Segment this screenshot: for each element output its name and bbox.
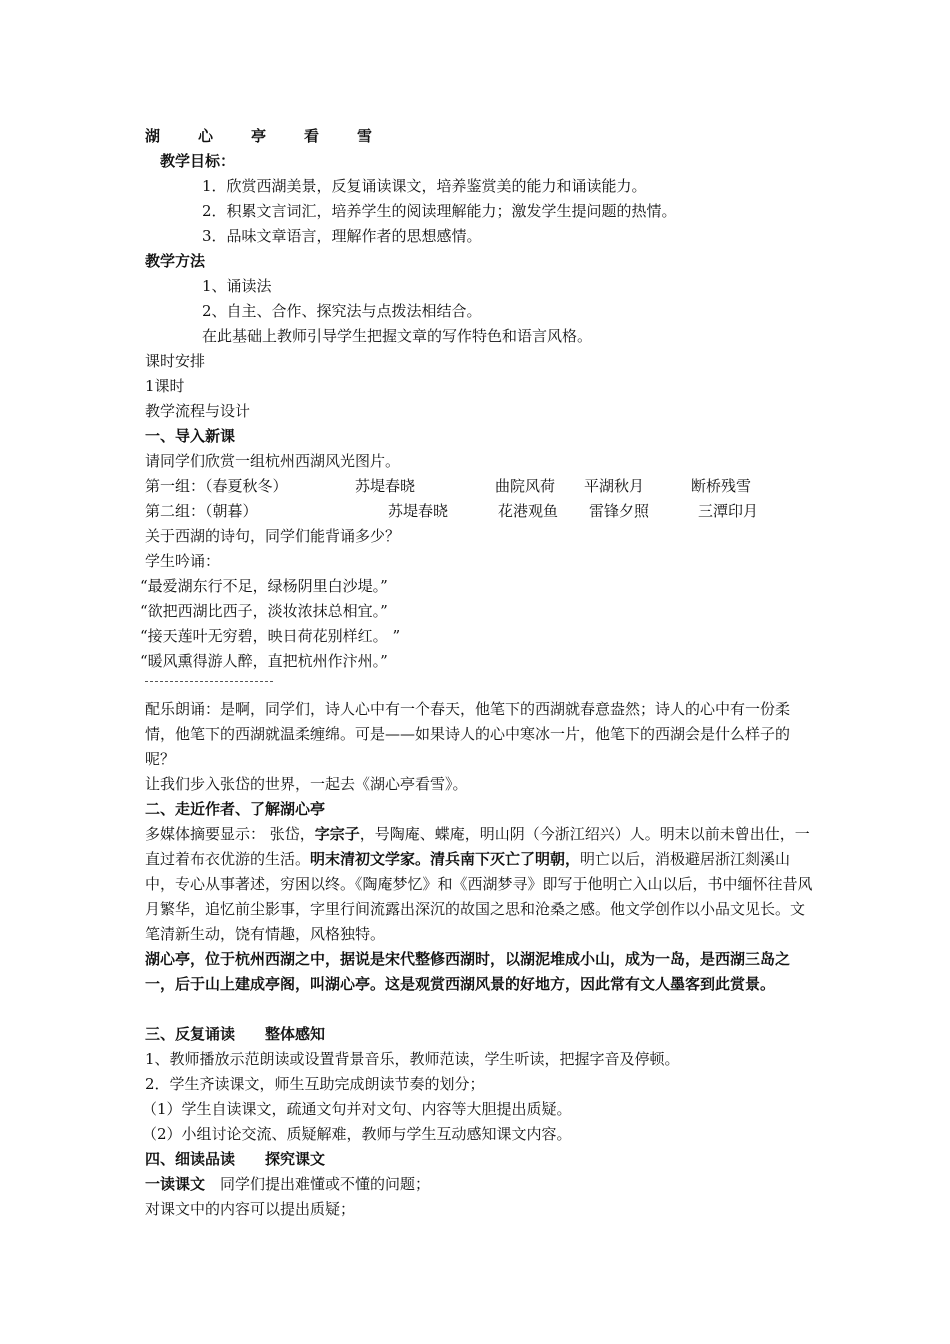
first-read-label: 一读课文 bbox=[145, 1175, 206, 1193]
group-1-label: 第一组：（春夏秋冬） bbox=[145, 477, 288, 495]
poem-line: “欲把西湖比西子，淡妆浓抹总相宜。” bbox=[140, 602, 388, 620]
enter-line: 让我们步入张岱的世界，一起去《湖心亭看雪》。 bbox=[145, 775, 468, 793]
scene-name: 断桥残雪 bbox=[691, 477, 752, 495]
schedule-heading: 课时安排 bbox=[145, 352, 206, 370]
scene-name: 平湖秋月 bbox=[584, 477, 645, 495]
last-line: 对课文中的内容可以提出质疑； bbox=[145, 1200, 356, 1218]
author-text: 明亡以后，消极避居浙江剡溪山中，专心从事著述，穷困以终。《陶庵梦忆》和《西湖梦寻》即写于他明亡入山以后，书中缅怀往昔风月繁华，追忆前尘影事，字里行间流露出深沉的故国之思和沧桑之感。他文学创作以小品文见长。文笔清新生动，饶有情趣，风格独特。 bbox=[145, 850, 813, 943]
scene-name: 苏堤春晓 bbox=[388, 502, 449, 520]
reading-step: （1）学生自读课文，疏通文句并对文句、内容等大胆提出质疑。 bbox=[142, 1100, 572, 1118]
flow-heading: 教学流程与设计 bbox=[145, 402, 251, 420]
goal-item: 1．欣赏西湖美景，反复诵读课文，培养鉴赏美的能力和诵读能力。 bbox=[202, 177, 647, 195]
reading-step: 1、教师播放示范朗读或设置背景音乐，教师范读，学生听读，把握字音及停顿。 bbox=[145, 1050, 680, 1068]
author-era: 明末清初文学家。清兵南下灭亡了明朝， bbox=[310, 850, 581, 868]
title-char: 看 bbox=[304, 127, 320, 145]
reading-step: 2．学生齐读课文，师生互助完成朗读节奏的划分； bbox=[145, 1075, 485, 1093]
recite-label: 学生吟诵： bbox=[145, 552, 221, 570]
goals-heading: 教学目标： bbox=[160, 152, 236, 170]
document-title bbox=[145, 124, 372, 149]
section-2-heading: 二、走近作者、了解湖心亭 bbox=[145, 800, 326, 818]
scene-name: 花港观鱼 bbox=[498, 502, 559, 520]
section-1-intro: 请同学们欣赏一组杭州西湖风光图片。 bbox=[145, 452, 401, 470]
goal-item: 3．品味文章语言，理解作者的思想感情。 bbox=[202, 227, 482, 245]
title-char: 湖 bbox=[145, 127, 161, 145]
section-1-heading: 一、导入新课 bbox=[145, 427, 236, 445]
poem-line: “暖风熏得游人醉，直把杭州作汴州。” bbox=[140, 652, 388, 670]
author-courtesy-name: 字宗子 bbox=[314, 825, 360, 843]
group-2-label: 第二组：（朝暮） bbox=[145, 502, 258, 520]
schedule-value: 1课时 bbox=[145, 377, 185, 395]
method-note: 在此基础上教师引导学生把握文章的写作特色和语言风格。 bbox=[202, 327, 593, 345]
title-char: 雪 bbox=[357, 127, 373, 145]
method-item: 2、自主、合作、探究法与点拨法相结合。 bbox=[202, 302, 482, 320]
author-text: 多媒体摘要显示： 张岱， bbox=[145, 825, 315, 843]
title-char: 心 bbox=[198, 127, 214, 145]
author-text: ，号陶庵、蝶庵，明山阴（今浙江绍兴）人。明末以前未曾出仕，一直过着布衣优游的生活。 bbox=[145, 825, 810, 868]
scene-name: 曲院风荷 bbox=[495, 477, 556, 495]
goal-item: 2．积累文言词汇，培养学生的阅读理解能力；激发学生提问题的热情。 bbox=[202, 202, 677, 220]
scene-name: 苏堤春晓 bbox=[355, 477, 416, 495]
first-read-line bbox=[145, 1172, 430, 1197]
music-recital-paragraph: 配乐朗诵：是啊，同学们，诗人心中有一个春天，他笔下的西湖就春意盎然；诗人的心中有一份柔情，他笔下的西湖就温柔缠绵。可是——如果诗人的心中寒冰一片，他笔下的西湖会是什么样子的呢？ bbox=[145, 700, 791, 768]
pavilion-paragraph: 湖心亭，位于杭州西湖之中，据说是宋代整修西湖时，以湖泥堆成小山，成为一岛，是西湖三岛之一，后于山上建成亭阁，叫湖心亭。这是观赏西湖风景的好地方，因此常有文人墨客到此赏景。 bbox=[145, 950, 791, 993]
section-3-heading: 三、反复诵读 整体感知 bbox=[145, 1025, 326, 1043]
first-read-text: 同学们提出难懂或不懂的问题； bbox=[205, 1175, 431, 1193]
scene-name: 三潭印月 bbox=[698, 502, 759, 520]
title-char: 亭 bbox=[251, 127, 267, 145]
methods-heading: 教学方法 bbox=[145, 252, 206, 270]
section-4-heading: 四、细读品读 探究课文 bbox=[145, 1150, 326, 1168]
author-paragraph bbox=[145, 822, 815, 947]
poem-question: 关于西湖的诗句，同学们能背诵多少？ bbox=[145, 527, 401, 545]
divider bbox=[145, 681, 273, 682]
poem-line: “最爱湖东行不足，绿杨阴里白沙堤。” bbox=[140, 577, 388, 595]
method-item: 1、诵读法 bbox=[202, 277, 272, 295]
scene-name: 雷锋夕照 bbox=[589, 502, 650, 520]
group-2-row bbox=[145, 499, 758, 524]
reading-step: （2）小组讨论交流、质疑解难，教师与学生互动感知课文内容。 bbox=[142, 1125, 572, 1143]
group-1-row bbox=[145, 474, 751, 499]
poem-line: “接天莲叶无穷碧，映日荷花别样红。 ” bbox=[140, 627, 401, 645]
